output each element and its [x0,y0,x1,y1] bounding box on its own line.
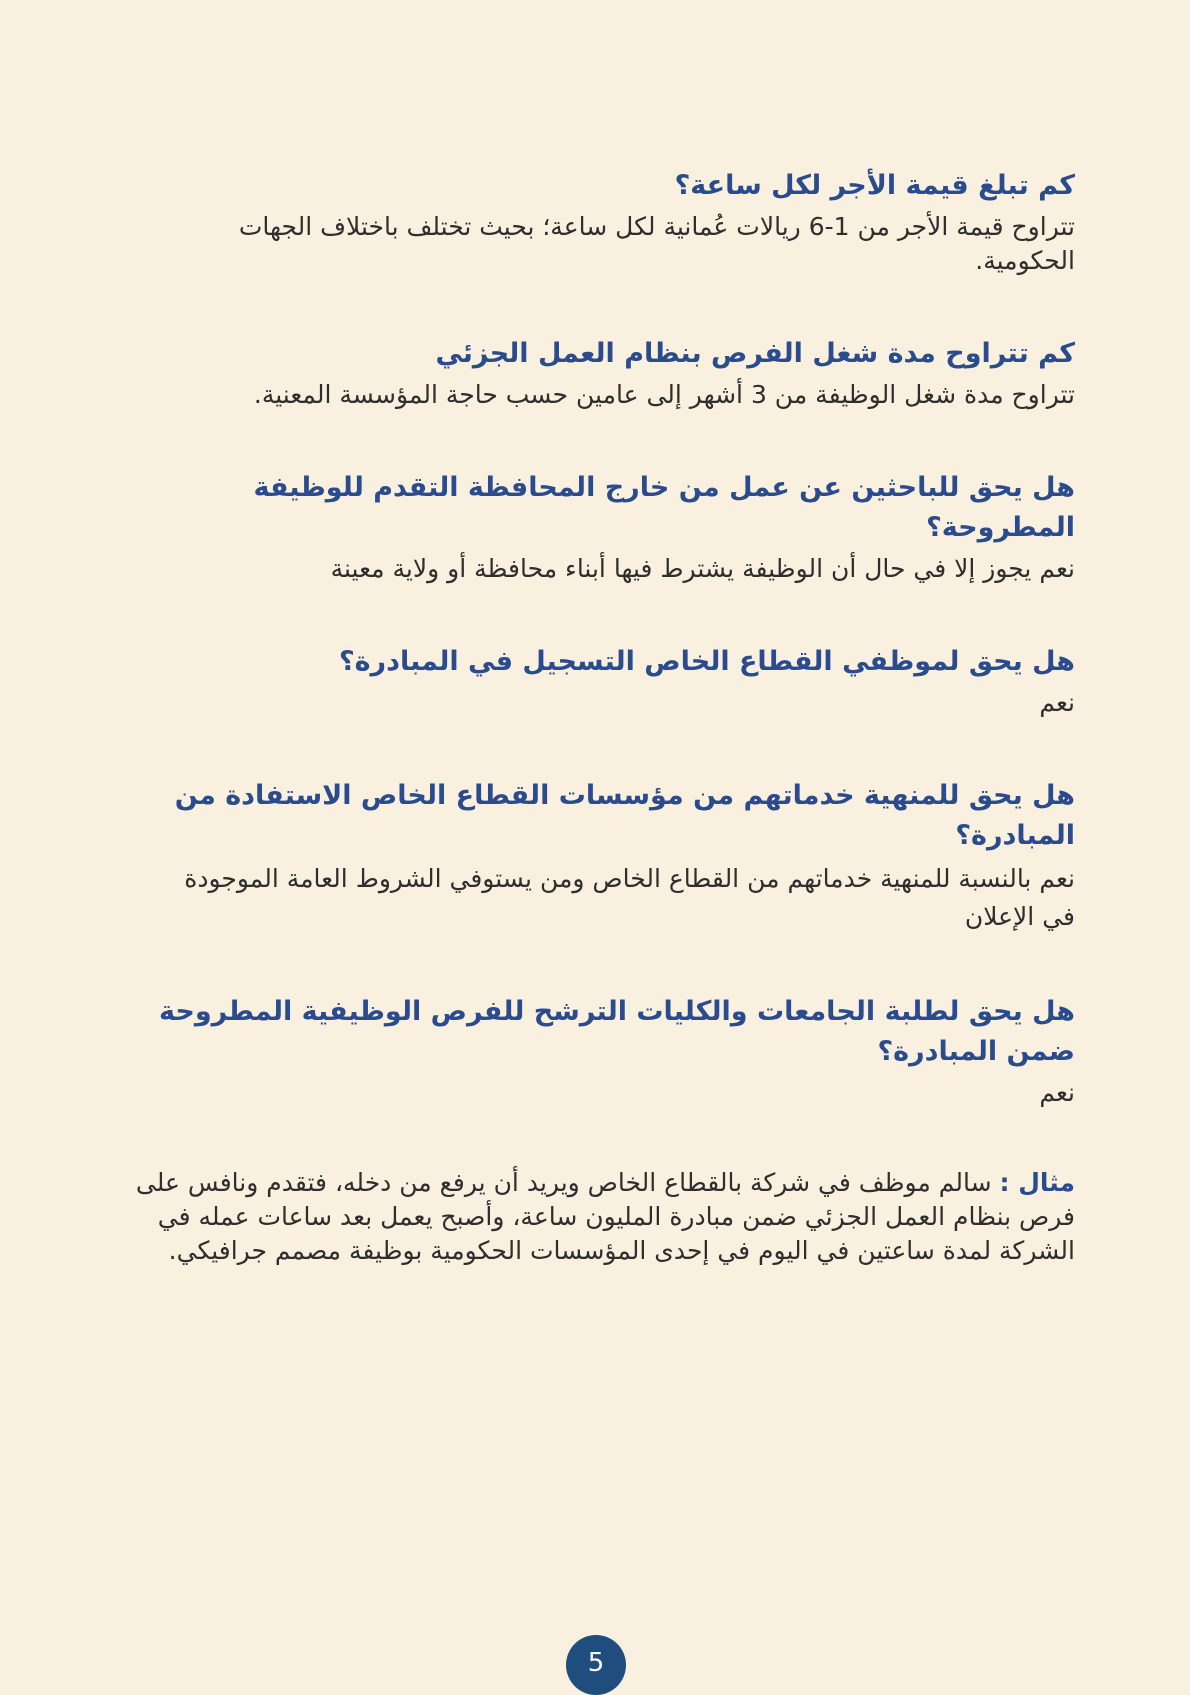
example-line: الشركة لمدة ساعتين في اليوم في إحدى المؤسسات الحكومية بوظيفة مصمم جرافيكي. [168,1236,1075,1265]
faq-answer [115,860,1075,936]
faq-item [115,642,1075,720]
faq-question: كم تبلغ قيمة الأجر لكل ساعة؟ [674,170,1075,201]
faq-question: هل يحق لطلبة الجامعات والكليات الترشح للفرص الوظيفية المطروحة ضمن المبادرة؟ [159,996,1075,1067]
page-number-badge: 5 [566,1635,626,1695]
faq-item [115,992,1075,1110]
answer-line: نعم يجوز إلا في حال أن الوظيفة يشترط فيها أبناء محافظة أو ولاية معينة [330,554,1075,583]
faq-question: هل يحق لموظفي القطاع الخاص التسجيل في المبادرة؟ [338,646,1075,677]
answer-line: نعم [1039,1078,1075,1107]
faq-answer [115,378,1075,412]
faq-answer [115,1076,1075,1110]
faq-answer [115,686,1075,720]
answer-line: نعم [1039,688,1075,717]
example-line [115,1166,1075,1200]
example-text: سالم موظف في شركة بالقطاع الخاص ويريد أن يرفع من دخله، فتقدم ونافس على [135,1168,992,1197]
example-paragraph [115,1166,1075,1268]
faq-question: هل يحق للمنهية خدماتهم من مؤسسات القطاع الخاص الاستفادة من المبادرة؟ [174,780,1075,851]
faq-item [115,468,1075,586]
faq-item [115,334,1075,412]
faq-content [115,166,1075,1268]
answer-line: نعم بالنسبة للمنهية خدماتهم من القطاع الخاص ومن يستوفي الشروط العامة الموجودة [184,864,1075,893]
answer-line: تتراوح مدة شغل الوظيفة من 3 أشهر إلى عامين حسب حاجة المؤسسة المعنية. [253,380,1075,409]
faq-question: هل يحق للباحثين عن عمل من خارج المحافظة التقدم للوظيفة المطروحة؟ [253,472,1075,543]
answer-line: تتراوح قيمة الأجر من 1-6 ريالات عُمانية لكل ساعة؛ بحيث تختلف باختلاف الجهات [238,212,1075,241]
answer-line: الحكومية. [975,246,1075,275]
example-label: مثال : [999,1168,1075,1197]
faq-answer [115,552,1075,586]
answer-line: في الإعلان [964,902,1075,931]
faq-item [115,776,1075,936]
example-line: فرص بنظام العمل الجزئي ضمن مبادرة المليون ساعة، وأصبح يعمل بعد ساعات عمله في [157,1202,1075,1231]
faq-answer [115,210,1075,278]
faq-item [115,166,1075,278]
faq-question: كم تتراوح مدة شغل الفرص بنظام العمل الجزئي [435,338,1075,369]
